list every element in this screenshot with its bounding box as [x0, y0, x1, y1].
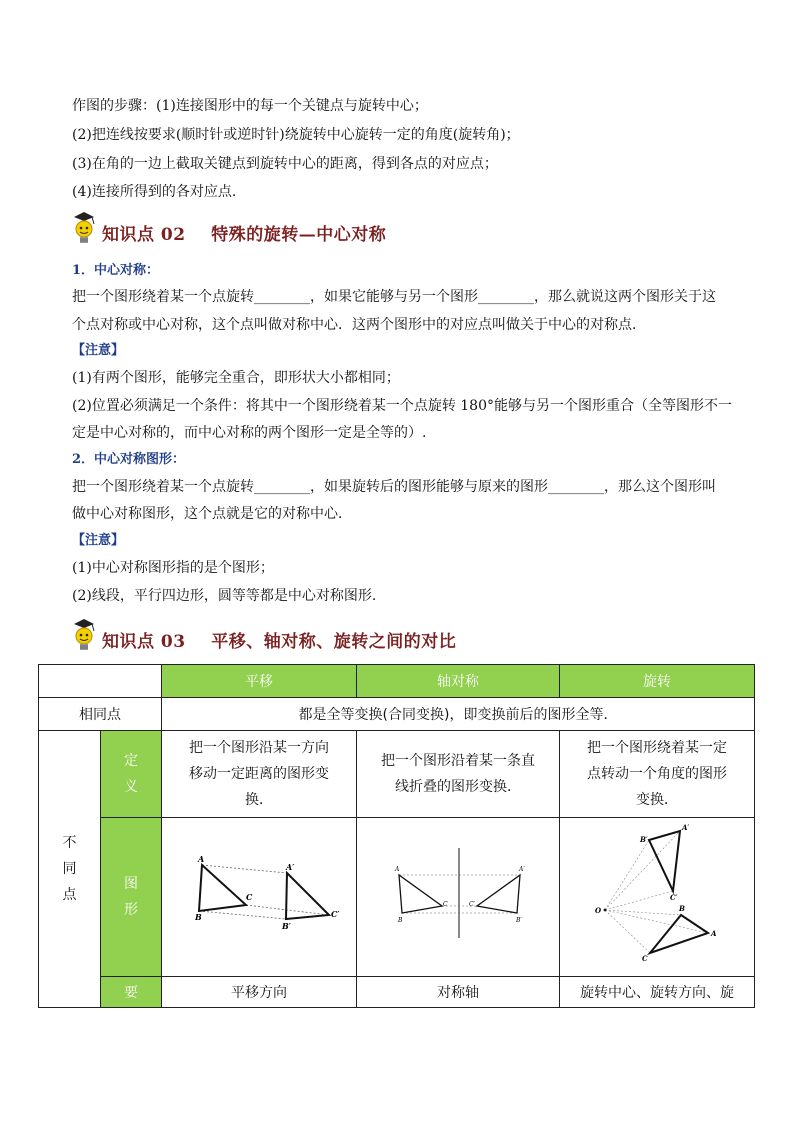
def-reflect: 把一个图形沿着某一条直 线折叠的图形变换．	[356, 730, 560, 818]
fig-rotate	[559, 817, 755, 977]
reflection-diagram	[357, 818, 559, 976]
same-text: 都是全等变换(合同变换)，即变换前后的图形全等．	[161, 697, 755, 731]
svg-text:C: C	[246, 892, 253, 902]
svg-text:A′: A′	[519, 866, 525, 873]
step-2: (2)把连线按要求(顺时针或逆时针)绕旋转中心旋转一定的角度(旋转角)；	[72, 127, 520, 143]
svg-text:B′: B′	[516, 917, 522, 924]
step-4: (4)连接所得到的各对应点.	[72, 184, 237, 200]
svg-text:A: A	[395, 866, 400, 873]
note-line: (2)位置必须满足一个条件：将其中一个图形绕着某一个点旋转 180°能够与另一个图形重合（全等图形不一	[72, 398, 733, 414]
header-rotate: 旋转	[559, 664, 755, 698]
svg-text:A: A	[711, 929, 717, 938]
lightbulb-scholar-icon	[70, 211, 98, 247]
note-line: (1)中心对称图形指的是个图形；	[72, 560, 274, 576]
def-label: 定 义	[100, 730, 162, 818]
svg-text:A′: A′	[286, 862, 295, 872]
paragraph: 把一个图形绕着某一个点旋转________，如果它能够与另一个图形________，那么就说这两个图形关于这	[72, 289, 716, 305]
svg-text:B: B	[679, 904, 685, 913]
svg-text:C: C	[443, 901, 448, 908]
note-line: (1)有两个图形，能够完全重合，即形状大小都相同；	[72, 370, 400, 386]
svg-text:C′: C′	[469, 901, 475, 908]
req-reflect: 对称轴	[356, 976, 560, 1008]
svg-text:C: C	[642, 954, 648, 963]
req-label: 要	[100, 976, 162, 1008]
note-title: 【注意】	[72, 533, 125, 548]
subsection-title: 1．中心对称：	[72, 263, 160, 278]
svg-text:A′: A′	[682, 823, 690, 832]
lightbulb-scholar-icon	[70, 618, 98, 654]
svg-text:B′: B′	[640, 835, 648, 844]
step-3: (3)在角的一边上截取关键点到旋转中心的距离，得到各点的对应点；	[72, 156, 498, 172]
paragraph: 个点对称或中心对称，这个点叫做对称中心．这两个图形中的对应点叫做关于中心的对称点．	[72, 317, 646, 333]
svg-text:B′: B′	[282, 921, 291, 931]
section-title: 知识点 03 平移、轴对称、旋转之间的对比	[102, 632, 457, 652]
paragraph: 把一个图形绕着某一个点旋转________，如果旋转后的图形能够与原来的图形________，那么这个图形叫	[72, 479, 716, 495]
fig-reflect	[356, 817, 560, 977]
diff-label: 不 同 点	[38, 730, 101, 1008]
step-1: 作图的步骤：(1)连接图形中的每一个关键点与旋转中心；	[72, 98, 428, 114]
translation-diagram	[162, 818, 356, 976]
header-reflect: 轴对称	[356, 664, 560, 698]
section-heading-02	[70, 207, 386, 247]
note-line: 定是中心对称的，而中心对称的两个图形一定是全等的）.	[72, 425, 427, 441]
svg-text:A: A	[198, 854, 205, 864]
svg-text:C′: C′	[331, 909, 340, 919]
note-line: (2)线段，平行四边形，圆等等都是中心对称图形.	[72, 588, 377, 604]
header-translate: 平移	[161, 664, 357, 698]
req-translate: 平移方向	[161, 976, 357, 1008]
section-heading-03	[70, 614, 456, 654]
def-translate: 把一个图形沿某一方向 移动一定距离的图形变 换．	[161, 730, 357, 818]
table-corner	[38, 664, 162, 698]
svg-text:B: B	[195, 912, 202, 922]
fig-label: 图 形	[100, 817, 162, 977]
rotation-diagram	[560, 818, 754, 976]
svg-text:O: O	[595, 906, 602, 915]
same-label: 相同点	[38, 697, 162, 731]
req-rotate: 旋转中心、旋转方向、旋	[559, 976, 755, 1008]
svg-text:B: B	[398, 917, 403, 924]
subsection-title: 2．中心对称图形：	[72, 452, 186, 467]
paragraph: 做中心对称图形，这个点就是它的对称中心．	[72, 506, 352, 522]
section-title: 知识点 02 特殊的旋转—中心对称	[102, 225, 387, 245]
fig-translate	[161, 817, 357, 977]
svg-text:C′: C′	[670, 893, 678, 902]
note-title: 【注意】	[72, 343, 125, 358]
comparison-table	[38, 664, 755, 1008]
def-rotate: 把一个图形绕着某一定 点转动一个角度的图形 变换．	[559, 730, 755, 818]
